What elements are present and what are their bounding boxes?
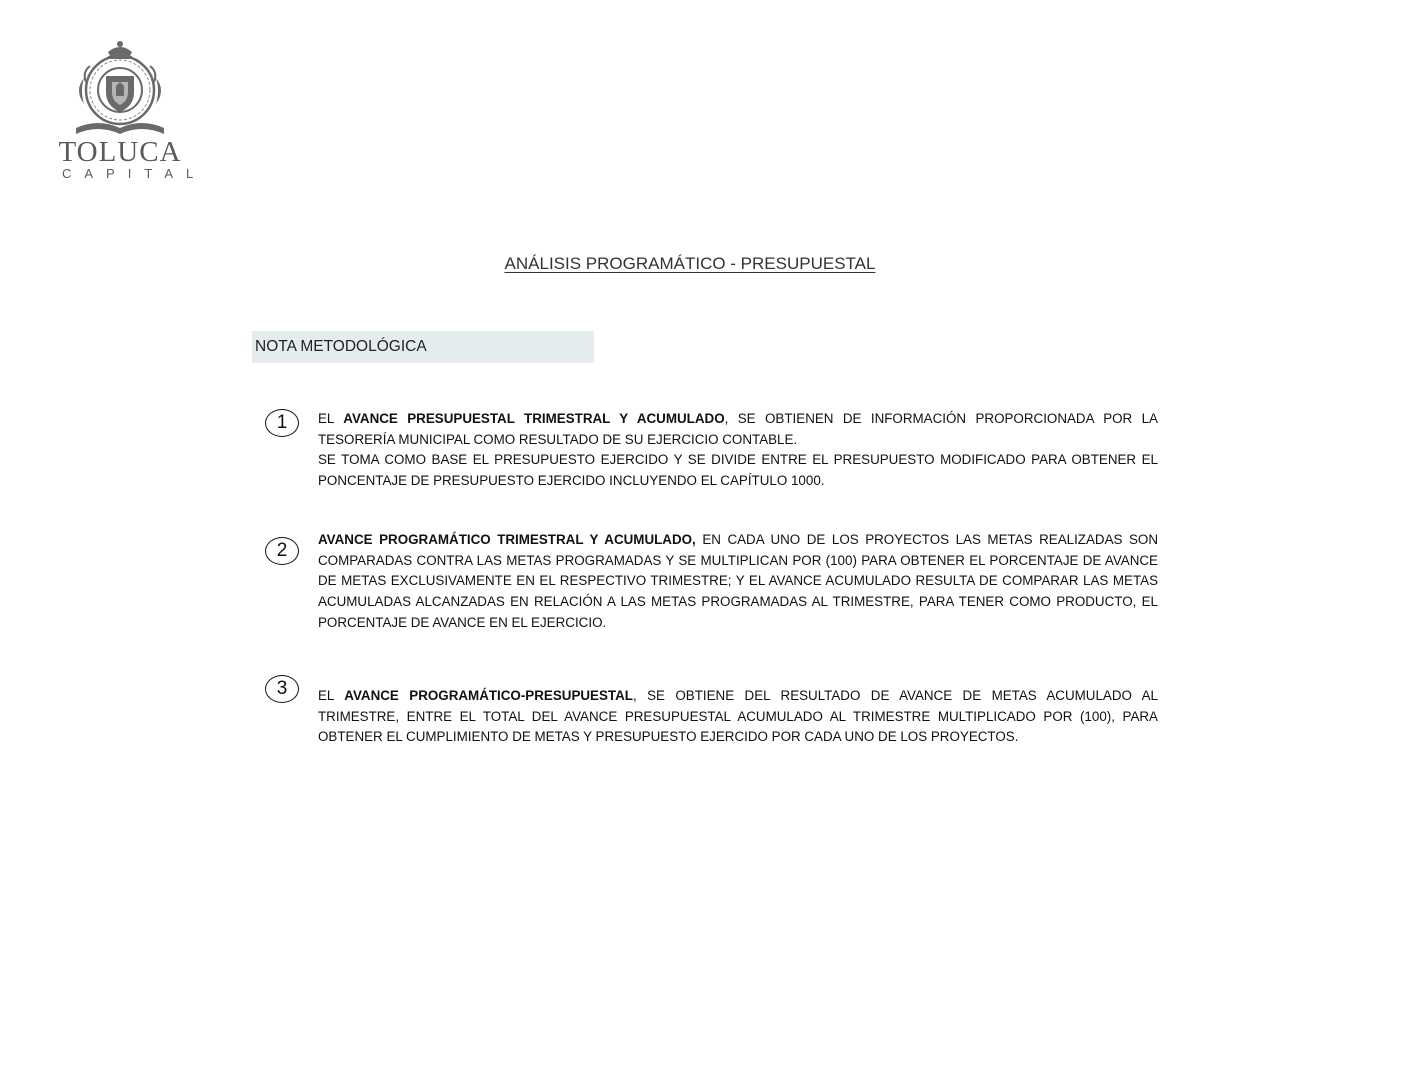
logo-wordmark: TOLUCA — [58, 136, 182, 168]
coat-of-arms-icon — [70, 38, 170, 136]
toluca-logo — [48, 38, 207, 186]
note-1-text — [318, 409, 1158, 492]
note-3-number-circle: 3 — [265, 675, 299, 703]
section-header: NOTA METODOLÓGICA — [252, 331, 594, 363]
note-3-text — [318, 686, 1158, 748]
note-2-text — [318, 530, 1158, 634]
logo-subtitle: CAPITAL — [62, 166, 207, 181]
note-2-number-circle: 2 — [265, 537, 299, 565]
page-title: ANÁLISIS PROGRAMÁTICO - PRESUPUESTAL — [504, 254, 876, 273]
note-1-paragraph-2: SE TOMA COMO BASE EL PRESUPUESTO EJERCIDO Y SE DIVIDE ENTRE EL PRESUPUESTO MODIFICADO PARA OBTENER EL PONCENTAJE DE PRESUPUESTO EJERCIDO INCLUYENDO EL CAPÍTULO 1000. — [318, 452, 1158, 489]
note-2-paragraph-1: AVANCE PROGRAMÁTICO TRIMESTRAL Y ACUMULADO, EN CADA UNO DE LOS PROYECTOS LAS METAS REALIZADAS SON COMPARADAS CONTRA LAS METAS PROGRAMADAS Y SE MULTIPLICAN POR (100) PARA OBTENER EL PORCENTAJE DE AVANCE DE METAS EXCLUSIVAMENTE EN EL RESPECTIVO TRIMESTRE; Y EL AVANCE ACUMULADO RESULTA DE COMPARAR LAS METAS ACUMULADAS ALCANZADAS EN RELACIÓN A LAS METAS PROGRAMADAS AL TRIMESTRE, PARA TENER COMO PRODUCTO, EL PORCENTAJE DE AVANCE EN EL EJERCICIO. — [318, 532, 1158, 630]
note-3-paragraph-1: EL AVANCE PROGRAMÁTICO-PRESUPUESTAL, SE OBTIENE DEL RESULTADO DE AVANCE DE METAS ACUMULADO AL TRIMESTRE, ENTRE EL TOTAL DEL AVANCE PRESUPUESTAL ACUMULADO AL TRIMESTRE MULTIPLICADO POR (100), PARA OBTENER EL CUMPLIMIENTO DE METAS Y PRESUPUESTO EJERCIDO POR CADA UNO DE LOS PROYECTOS. — [318, 688, 1158, 745]
note-1-number-circle: 1 — [265, 409, 299, 437]
note-1-paragraph-1: EL AVANCE PRESUPUESTAL TRIMESTRAL Y ACUMULADO, SE OBTIENEN DE INFORMACIÓN PROPORCIONADA POR LA TESORERÍA MUNICIPAL COMO RESULTADO DE SU EJERCICIO CONTABLE. — [318, 411, 1158, 447]
